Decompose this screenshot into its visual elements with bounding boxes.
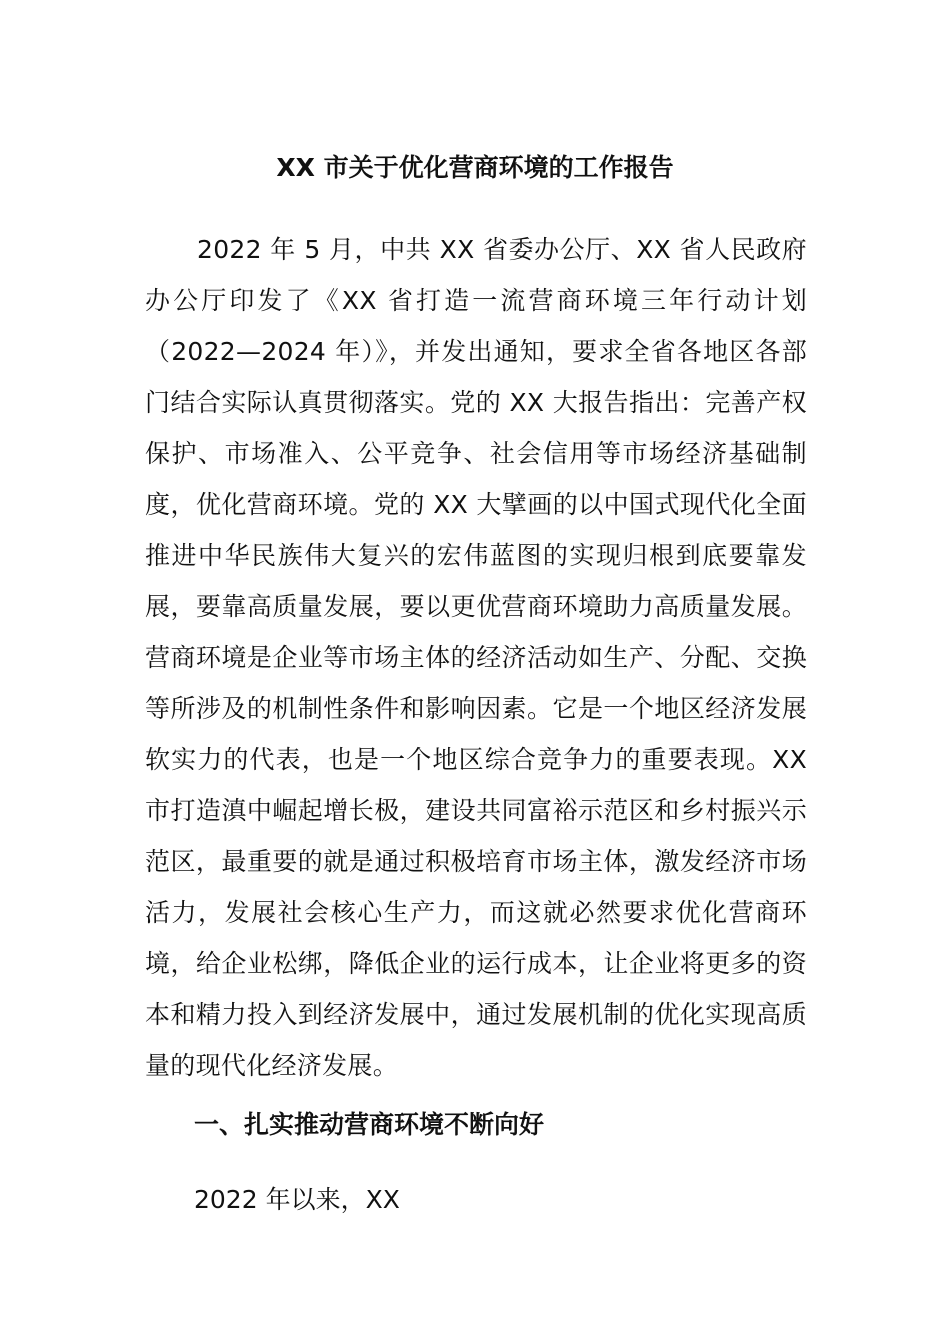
- intro-paragraph: 2022 年 5 月，中共 XX 省委办公厅、XX 省人民政府办公厅印发了《XX 省打造一流营商环境三年行动计划（2022—2024 年）》，并发出通知，要求全省各地区各部门结合实际认真贯彻落实。党的 XX 大报告指出：完善产权保护、市场准入、公平竞争、社会信用等市场经济基础制度，优化营商环境。党的 XX 大擘画的以中国式现代化全面推进中华民族伟大复兴的宏伟蓝图的实现归根到底要靠发展，要靠高质量发展，要以更优营商环境助力高质量发展。营商环境是企业等市场主体的经济活动如生产、分配、交换等所涉及的机制性条件和影响因素。它是一个地区经济发展软实力的代表，也是一个地区综合竞争力的重要表现。XX 市打造滇中崛起增长极，建设共同富裕示范区和乡村振兴示范区，最重要的就是通过积极培育市场主体，激发经济市场活力，发展社会核心生产力，而这就必然要求优化营商环境，给企业松绑，降低企业的运行成本，让企业将更多的资本和精力投入到经济发展中，通过发展机制的优化实现高质量的现代化经济发展。: [145, 235, 807, 1080]
- document-title: XX 市关于优化营商环境的工作报告: [276, 153, 674, 182]
- section-paragraph: 2022 年以来，XX: [194, 1185, 400, 1214]
- section-heading: 一、扎实推动营商环境不断向好: [194, 1110, 545, 1139]
